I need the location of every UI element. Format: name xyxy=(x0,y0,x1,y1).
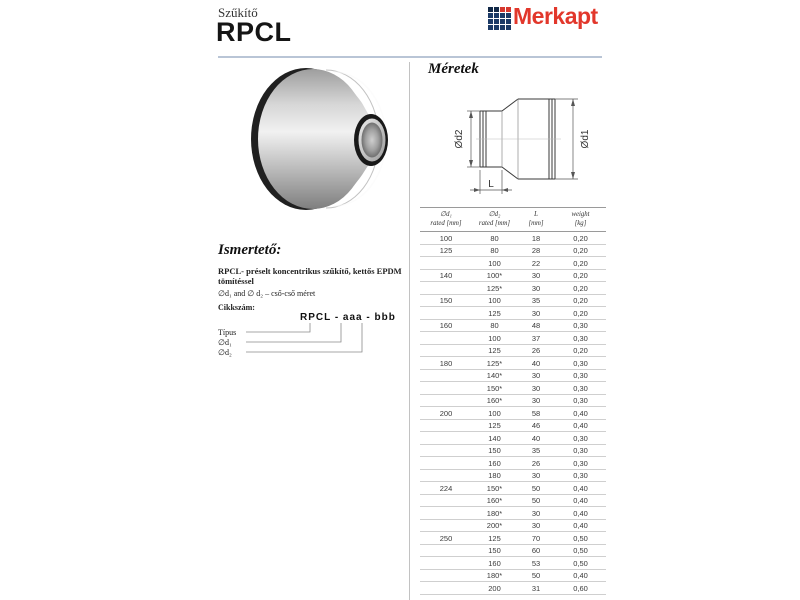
table-cell: 250 xyxy=(420,532,472,545)
table-cell: 0,40 xyxy=(555,482,606,495)
table-cell: 150* xyxy=(472,382,517,395)
table-cell: 30 xyxy=(517,307,555,320)
table-cell xyxy=(420,307,472,320)
table-cell xyxy=(420,444,472,457)
table-cell: 0,30 xyxy=(555,332,606,345)
table-cell: 0,50 xyxy=(555,557,606,570)
table-cell xyxy=(420,282,472,295)
table-cell: 0,20 xyxy=(555,294,606,307)
table-row xyxy=(420,582,606,595)
table-cell: 40 xyxy=(517,432,555,445)
column-header-weight: weight [kg] xyxy=(555,208,606,232)
table-row xyxy=(420,382,606,395)
table-cell: 180* xyxy=(472,569,517,582)
table-cell: 180* xyxy=(472,507,517,520)
product-description: RPCL- préselt koncentrikus szűkítő, kettős EPDM tömítéssel xyxy=(218,266,402,286)
table-row xyxy=(420,507,606,520)
table-cell: 18 xyxy=(517,232,555,245)
dimension-drawing xyxy=(440,84,595,204)
table-cell: 150 xyxy=(472,444,517,457)
table-cell xyxy=(420,569,472,582)
table-cell: 100 xyxy=(472,332,517,345)
table-cell: 0,40 xyxy=(555,407,606,420)
table-cell: 30 xyxy=(517,369,555,382)
table-cell: 160* xyxy=(472,394,517,407)
table-cell: 30 xyxy=(517,282,555,295)
table-row xyxy=(420,344,606,357)
table-cell: 0,20 xyxy=(555,269,606,282)
legend-label-d2: ∅d₂ xyxy=(218,348,232,357)
table-cell: 200* xyxy=(472,519,517,532)
table-cell: 0,50 xyxy=(555,532,606,545)
table-cell xyxy=(420,257,472,270)
table-cell: 150 xyxy=(420,294,472,307)
table-cell: 140* xyxy=(472,369,517,382)
table-cell: 50 xyxy=(517,569,555,582)
table-cell: 80 xyxy=(472,244,517,257)
table-cell: 70 xyxy=(517,532,555,545)
drawing-label-d1: Ød1 xyxy=(580,129,591,149)
table-cell: 30 xyxy=(517,269,555,282)
table-cell xyxy=(420,494,472,507)
table-cell: 48 xyxy=(517,319,555,332)
table-cell: 53 xyxy=(517,557,555,570)
table-cell: 0,40 xyxy=(555,569,606,582)
table-cell: 0,50 xyxy=(555,544,606,557)
table-cell: 26 xyxy=(517,457,555,470)
table-cell: 50 xyxy=(517,494,555,507)
table-cell: 0,20 xyxy=(555,344,606,357)
table-cell: 100 xyxy=(472,294,517,307)
table-cell: 100 xyxy=(420,232,472,245)
table-cell: 0,30 xyxy=(555,369,606,382)
table-cell: 46 xyxy=(517,419,555,432)
table-row xyxy=(420,419,606,432)
table-cell: 0,30 xyxy=(555,382,606,395)
table-cell xyxy=(420,419,472,432)
table-cell: 160 xyxy=(420,319,472,332)
table-cell: 31 xyxy=(517,582,555,595)
table-cell: 0,30 xyxy=(555,432,606,445)
product-photo xyxy=(246,62,406,216)
article-code: RPCL - aaa - bbb xyxy=(300,312,396,323)
table-cell: 0,30 xyxy=(555,444,606,457)
table-cell: 125 xyxy=(472,344,517,357)
table-cell: 224 xyxy=(420,482,472,495)
header-divider xyxy=(218,56,602,58)
table-cell: 100 xyxy=(472,407,517,420)
table-cell: 125* xyxy=(472,282,517,295)
table-row xyxy=(420,394,606,407)
column-header-d1: ∅d₁ rated [mm] xyxy=(420,208,472,232)
table-cell xyxy=(420,507,472,520)
table-cell: 30 xyxy=(517,507,555,520)
table-cell: 40 xyxy=(517,357,555,370)
table-row xyxy=(420,244,606,257)
dimensions-table xyxy=(420,207,606,595)
table-row xyxy=(420,307,606,320)
table-cell: 100* xyxy=(472,269,517,282)
table-cell: 0,20 xyxy=(555,244,606,257)
legend-label-d1: ∅d₁ xyxy=(218,338,232,347)
dimension-note: ∅d₁ and ∅ d₂ – cső-cső méret xyxy=(218,289,316,298)
table-cell: 180 xyxy=(420,357,472,370)
table-cell: 200 xyxy=(472,582,517,595)
table-row xyxy=(420,544,606,557)
table-row xyxy=(420,257,606,270)
table-cell: 37 xyxy=(517,332,555,345)
dimensions-heading: Méretek xyxy=(428,61,479,77)
table-cell: 180 xyxy=(472,469,517,482)
table-row xyxy=(420,294,606,307)
company-logo-text: Merkapt xyxy=(513,3,598,29)
table-cell: 0,30 xyxy=(555,457,606,470)
table-cell xyxy=(420,344,472,357)
table-cell: 30 xyxy=(517,394,555,407)
table-row xyxy=(420,407,606,420)
product-subtitle: Szűkítő xyxy=(218,5,258,20)
article-number-label: Cikkszám: xyxy=(218,303,255,312)
table-cell: 200 xyxy=(420,407,472,420)
grid-logo-icon xyxy=(488,7,511,30)
code-legend-connector-lines xyxy=(242,322,372,362)
table-row xyxy=(420,569,606,582)
table-cell: 0,30 xyxy=(555,394,606,407)
table-cell xyxy=(420,369,472,382)
table-row xyxy=(420,557,606,570)
table-cell: 35 xyxy=(517,294,555,307)
table-cell: 0,30 xyxy=(555,357,606,370)
company-logo xyxy=(488,5,598,30)
table-cell: 26 xyxy=(517,344,555,357)
table-cell: 22 xyxy=(517,257,555,270)
table-cell: 0,40 xyxy=(555,419,606,432)
table-cell: 28 xyxy=(517,244,555,257)
table-row xyxy=(420,519,606,532)
table-cell: 58 xyxy=(517,407,555,420)
table-cell: 140 xyxy=(472,432,517,445)
table-cell: 125 xyxy=(472,307,517,320)
table-cell: 125 xyxy=(472,419,517,432)
table-cell xyxy=(420,457,472,470)
table-row xyxy=(420,357,606,370)
table-cell: 160 xyxy=(472,557,517,570)
table-row xyxy=(420,319,606,332)
drawing-label-l: L xyxy=(488,179,494,190)
table-row xyxy=(420,482,606,495)
table-cell: 125* xyxy=(472,357,517,370)
page-title: RPCL xyxy=(216,17,292,47)
table-cell: 0,40 xyxy=(555,519,606,532)
table-row xyxy=(420,282,606,295)
table-row xyxy=(420,457,606,470)
table-cell: 100 xyxy=(472,257,517,270)
table-cell xyxy=(420,557,472,570)
table-cell: 125 xyxy=(420,244,472,257)
table-cell: 160* xyxy=(472,494,517,507)
table-cell: 30 xyxy=(517,469,555,482)
table-row xyxy=(420,269,606,282)
table-cell: 35 xyxy=(517,444,555,457)
table-cell: 0,20 xyxy=(555,232,606,245)
table-cell: 0,20 xyxy=(555,257,606,270)
table-row xyxy=(420,532,606,545)
table-row xyxy=(420,432,606,445)
table-cell xyxy=(420,544,472,557)
table-cell xyxy=(420,582,472,595)
table-row xyxy=(420,494,606,507)
table-cell: 0,20 xyxy=(555,307,606,320)
table-cell: 80 xyxy=(472,232,517,245)
dimensions-table-body xyxy=(420,232,606,595)
table-cell: 150 xyxy=(472,544,517,557)
table-cell: 125 xyxy=(472,532,517,545)
table-cell: 0,60 xyxy=(555,582,606,595)
table-cell: 0,40 xyxy=(555,507,606,520)
table-row xyxy=(420,369,606,382)
table-cell xyxy=(420,519,472,532)
table-cell: 160 xyxy=(472,457,517,470)
description-heading: Ismertető: xyxy=(218,242,282,258)
table-row xyxy=(420,444,606,457)
column-divider xyxy=(409,62,410,600)
table-cell: 150* xyxy=(472,482,517,495)
table-row xyxy=(420,232,606,245)
table-cell: 30 xyxy=(517,382,555,395)
table-cell: 140 xyxy=(420,269,472,282)
drawing-label-d2: Ød2 xyxy=(454,129,465,149)
column-header-d2: ∅d₂ rated [mm] xyxy=(472,208,517,232)
table-cell: 30 xyxy=(517,519,555,532)
table-cell xyxy=(420,432,472,445)
legend-label-type: Típus xyxy=(218,328,237,337)
table-cell: 0,30 xyxy=(555,469,606,482)
table-cell xyxy=(420,394,472,407)
table-cell xyxy=(420,332,472,345)
table-row xyxy=(420,469,606,482)
table-cell xyxy=(420,469,472,482)
table-cell: 0,20 xyxy=(555,282,606,295)
table-row xyxy=(420,332,606,345)
table-cell: 0,30 xyxy=(555,319,606,332)
column-header-l: L [mm] xyxy=(517,208,555,232)
table-cell: 80 xyxy=(472,319,517,332)
table-cell xyxy=(420,382,472,395)
table-cell: 60 xyxy=(517,544,555,557)
table-header-row xyxy=(420,208,606,232)
table-cell: 50 xyxy=(517,482,555,495)
table-cell: 0,40 xyxy=(555,494,606,507)
